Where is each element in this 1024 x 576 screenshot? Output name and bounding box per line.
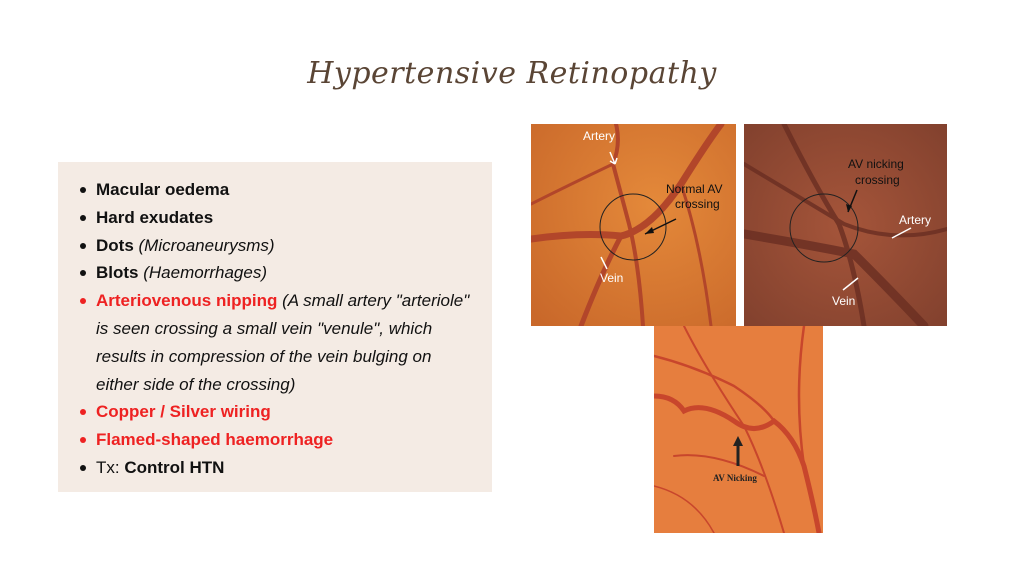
svg-text:Normal AV: Normal AV [666,182,723,196]
fundus-av-nicking-image [654,326,823,533]
list-item: Copper / Silver wiring [96,398,476,426]
svg-text:Artery: Artery [583,129,616,143]
list-item: Flamed-shaped haemorrhage [96,426,476,454]
list-item: Hard exudates [96,204,476,232]
list-item: Arteriovenous nipping (A small artery "arteriole" is seen crossing a small vein "venule", which results in compression of the vein bulging on either side of the crossing) [96,287,476,398]
svg-text:crossing: crossing [675,197,720,211]
svg-text:AV nicking: AV nicking [848,157,904,171]
svg-text:Vein: Vein [600,271,624,285]
findings-list [96,176,476,482]
svg-text:AV Nicking: AV Nicking [713,473,757,483]
findings-panel [58,162,492,492]
svg-text:crossing: crossing [855,173,900,187]
slide-title: Hypertensive Retinopathy [307,56,717,91]
list-item: Blots (Haemorrhages) [96,259,476,287]
svg-text:Vein: Vein [832,294,856,308]
list-item: Dots (Microaneurysms) [96,232,476,260]
list-item: Macular oedema [96,176,476,204]
svg-text:Artery: Artery [899,213,932,227]
normal-av-crossing-image [531,124,736,326]
list-item: Tx: Control HTN [96,454,476,482]
av-nicking-crossing-image [744,124,947,326]
